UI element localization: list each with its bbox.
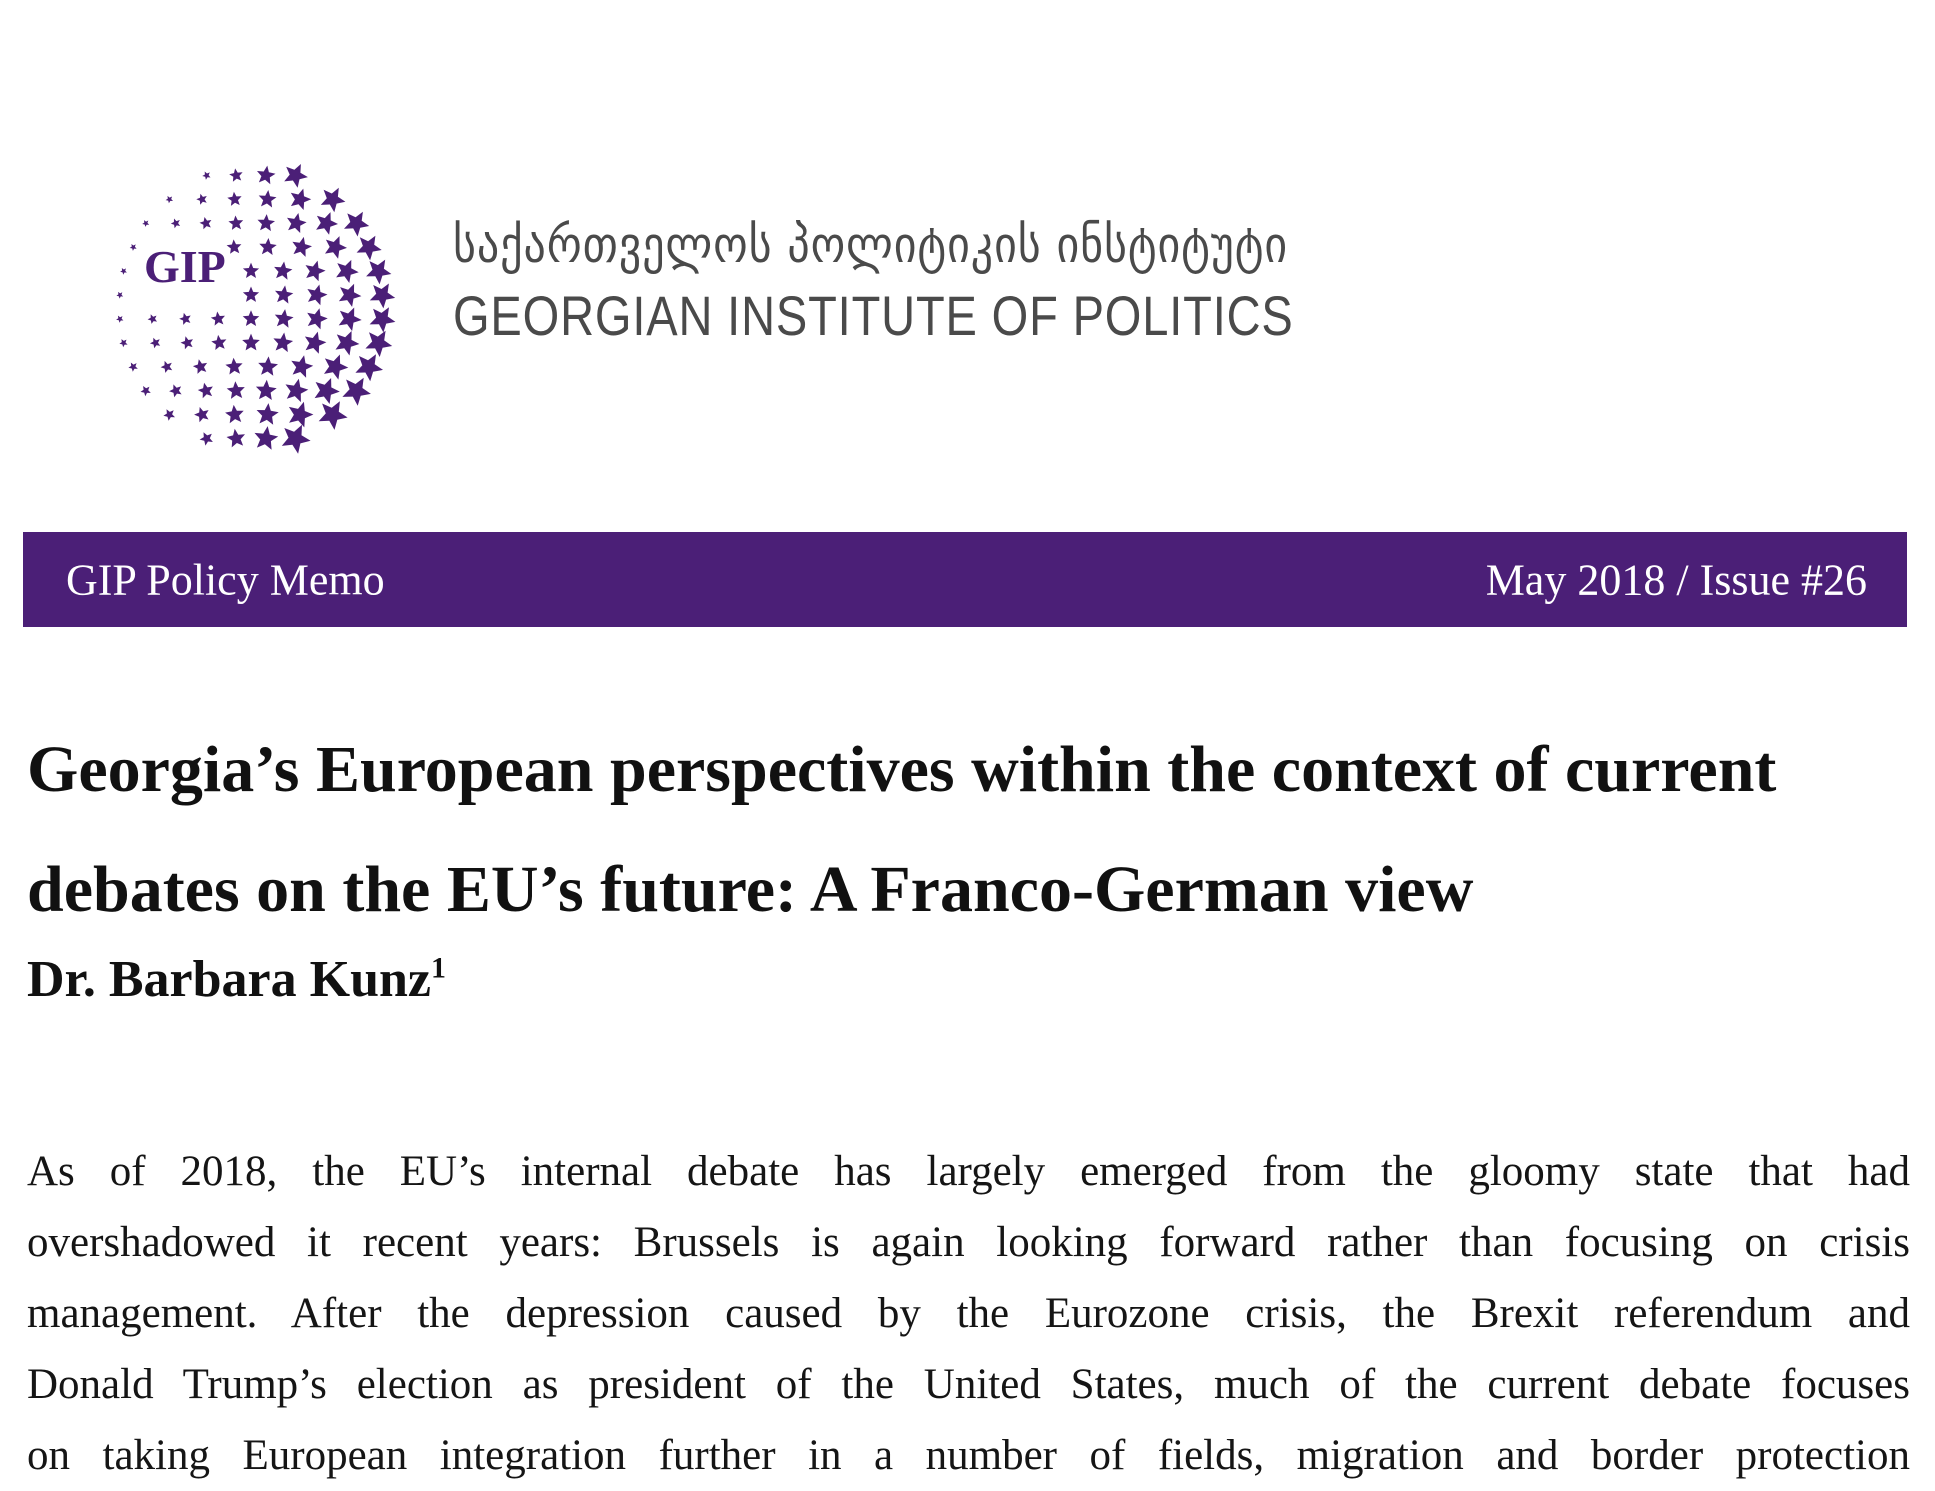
logo-star-shape — [286, 379, 309, 402]
logo-star-shape — [259, 238, 276, 255]
logo-star-shape — [355, 354, 383, 381]
body-line: As of 2018, the EU’s internal debate has largely emerged from the gloomy state that had — [27, 1148, 1910, 1195]
body-line: on taking European integration further in a number of fields, migration and border protection — [27, 1432, 1910, 1479]
logo-star-shape — [166, 196, 173, 203]
logo-star-shape — [229, 168, 242, 181]
logo-star-shape — [284, 164, 308, 188]
gip-logo — [96, 152, 406, 462]
logo-star-shape — [142, 220, 149, 227]
logo-star-shape — [274, 262, 292, 280]
logo-star-shape — [365, 331, 392, 357]
logo-star-shape — [179, 313, 191, 325]
logo-star-shape — [196, 194, 207, 205]
logo-star-shape — [257, 403, 279, 425]
logo-star-shape — [339, 284, 362, 307]
logo-star-shape — [336, 260, 359, 283]
logo-star-shape — [259, 190, 277, 208]
logo-star-shape — [227, 192, 241, 206]
logo-star-shape — [243, 263, 259, 278]
logo-star-shape — [141, 386, 151, 396]
logo-star-shape — [307, 285, 327, 306]
logo-star-shape — [258, 214, 276, 231]
logo-star-shape — [291, 189, 311, 210]
logo-star-shape — [169, 384, 182, 397]
logo-star-shape — [321, 188, 346, 213]
logo-star-shape — [258, 356, 278, 375]
logo-star-shape — [305, 332, 327, 354]
title-line-1: Georgia’s European perspectives within the context of current — [27, 733, 1777, 806]
footnote-marker[interactable]: 1 — [431, 951, 446, 985]
logo-star-shape — [291, 355, 313, 377]
logo-star-shape — [211, 335, 226, 350]
logo-star-shape — [370, 307, 396, 332]
issue-label: May 2018 / Issue #26 — [1485, 555, 1867, 604]
logo-star-shape — [273, 333, 293, 353]
document-title — [27, 710, 1917, 950]
logo-star-shape — [227, 381, 245, 399]
logo-star-shape — [194, 407, 209, 422]
logo-star-shape — [116, 292, 123, 299]
logo-star-shape — [161, 361, 173, 373]
logo-star-shape — [163, 409, 175, 421]
logo-star-shape — [148, 314, 157, 324]
body-line: overshadowed it recent years: Brussels is again looking forward rather than focusing on crisis — [27, 1219, 1910, 1266]
logo-star-shape — [119, 339, 127, 347]
body-line: Donald Trump’s election as president of the United States, much of the current debate focuses — [27, 1361, 1910, 1408]
body-line: management. After the depression caused by the Eurozone crisis, the Brexit referendum and — [27, 1290, 1910, 1337]
logo-star-shape — [325, 236, 347, 259]
logo-star-shape — [307, 308, 328, 329]
logo-star-shape — [198, 383, 213, 399]
logo-star-shape — [225, 358, 242, 375]
logo-star-shape — [128, 363, 137, 372]
logo-star-shape — [200, 432, 213, 445]
logo-star-shape — [339, 308, 362, 332]
org-name-georgian: საქართველოს პოლიტიკის ინსტიტუტი — [453, 216, 1289, 274]
logo-star-shape — [181, 336, 194, 349]
logo-star-shape — [227, 239, 242, 253]
logo-star-shape — [225, 405, 244, 423]
logo-star-shape — [357, 236, 382, 261]
author-name: Dr. Barbara Kunz — [27, 951, 431, 1008]
logo-star-shape — [171, 219, 180, 229]
org-name-english: GEORGIAN INSTITUTE OF POLITICS — [453, 284, 1294, 347]
logo-star-shape — [200, 217, 212, 229]
logo-star-shape — [275, 285, 293, 303]
memo-banner — [23, 532, 1907, 627]
logo-star-shape — [257, 166, 276, 185]
logo-star-shape — [116, 316, 123, 323]
logo-star-shape — [344, 212, 369, 237]
logo-star-shape — [255, 426, 279, 450]
logo-star-shape — [289, 402, 314, 428]
author-byline — [27, 950, 446, 1009]
body-paragraph — [27, 1136, 1910, 1491]
logo-star-shape — [315, 378, 340, 404]
logo-text: GIP — [144, 241, 226, 292]
logo-star-shape — [275, 309, 294, 328]
logo-star-shape — [193, 359, 207, 374]
logo-star-shape — [282, 425, 311, 454]
logo-star-shape — [211, 312, 225, 326]
logo-star-shape — [202, 172, 210, 180]
logo-star-shape — [130, 244, 137, 251]
logo-star-shape — [120, 268, 127, 275]
series-label: GIP Policy Memo — [66, 555, 385, 604]
organization-names — [453, 216, 1454, 347]
logo-star-shape — [150, 338, 160, 349]
star-globe-icon — [96, 152, 406, 462]
logo-star-shape — [242, 334, 260, 351]
logo-star-shape — [370, 284, 395, 309]
logo-star-shape — [319, 401, 348, 430]
logo-star-shape — [336, 331, 360, 356]
logo-star-shape — [256, 380, 277, 400]
logo-star-shape — [306, 261, 326, 282]
logo-star-shape — [243, 310, 260, 326]
logo-star-shape — [324, 355, 348, 380]
logo-star-shape — [228, 216, 243, 230]
logo-star-shape — [366, 260, 391, 285]
logo-star-shape — [243, 287, 259, 302]
logo-star-shape — [292, 237, 312, 257]
logo-star-shape — [227, 429, 246, 448]
logo-star-shape — [316, 212, 338, 235]
title-line-2: debates on the EU’s future: A Franco-German view — [27, 853, 1474, 926]
logo-star-shape — [342, 378, 371, 406]
logo-star-shape — [287, 213, 307, 233]
